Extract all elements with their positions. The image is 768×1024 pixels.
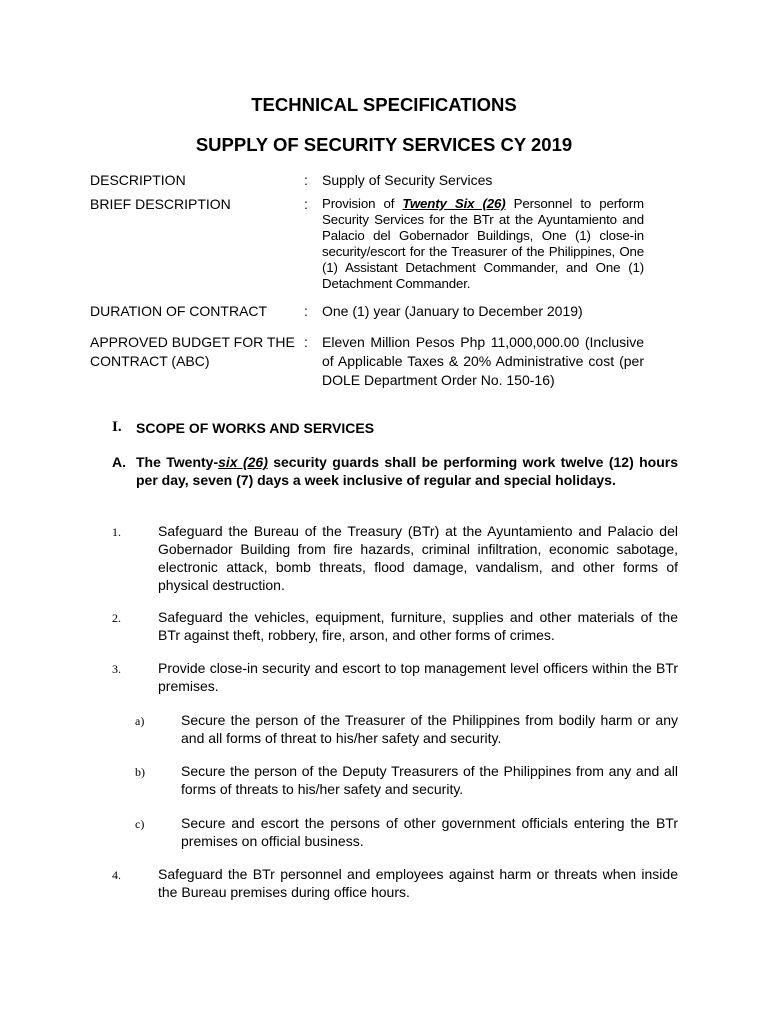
list-item-number: 4. (112, 868, 121, 882)
duration-colon: : (304, 303, 308, 319)
brief-description-prefix: Provision of (322, 196, 403, 211)
description-colon: : (304, 172, 308, 188)
section-number: I. (112, 419, 122, 435)
subsection-prefix: The Twenty- (136, 454, 219, 470)
document-title: TECHNICAL SPECIFICATIONS (251, 94, 517, 115)
brief-description-label: BRIEF DESCRIPTION (90, 196, 231, 212)
sub-list-item-letter: b) (135, 765, 145, 779)
subsection-suffix: security guards shall be performing work twelve (12) hours per day, seven (7) days a week inclusive of regular and special holidays. (136, 454, 678, 488)
subsection-text (136, 453, 678, 489)
duration-value: One (1) year (January to December 2019) (322, 303, 583, 319)
sub-list-item-text: Secure the person of the Deputy Treasurers of the Philippines from any and all forms of threats to his/her safety and security. (181, 763, 678, 797)
sub-list-item-letter: a) (135, 714, 145, 728)
section-title: SCOPE OF WORKS AND SERVICES (136, 420, 375, 436)
sub-list-item-text: Secure and escort the persons of other government officials entering the BTr premises on official business. (181, 815, 678, 849)
description-value: Supply of Security Services (322, 172, 493, 188)
brief-description-value (322, 196, 644, 292)
sub-list-item-text: Secure the person of the Treasurer of the Philippines from bodily harm or any and all forms of threat to his/her safety and security. (181, 712, 678, 746)
list-item-text: Provide close-in security and escort to top management level officers within the BTr premises. (158, 660, 678, 694)
list-item-number: 2. (112, 611, 121, 625)
document-subtitle: SUPPLY OF SECURITY SERVICES CY 2019 (195, 134, 573, 155)
list-item-text: Safeguard the vehicles, equipment, furniture, supplies and other materials of the BTr against theft, robbery, fire, arson, and other forms of crimes. (158, 609, 678, 643)
brief-description-colon: : (304, 196, 308, 212)
budget-value: Eleven Million Pesos Php 11,000,000.00 (Inclusive of Applicable Taxes & 20% Administrative cost (per DOLE Department Order No. 150-16) (322, 334, 644, 388)
duration-label: DURATION OF CONTRACT (90, 303, 268, 319)
guard-count-emphasis: six (26) (218, 454, 268, 470)
brief-description-suffix: Personnel to perform Security Services for the BTr at the Ayuntamiento and Palacio del Gobernador Buildings, One (1) close-in security/escort for the Treasurer of the Philippines, One (1) Assistant Detachment Commander, and One (1) Detachment Commander. (322, 196, 644, 291)
subsection-letter: A. (112, 454, 126, 470)
list-item-number: 3. (112, 662, 121, 676)
sub-list-item-letter: c) (135, 817, 145, 831)
personnel-count-emphasis: Twenty Six (26) (402, 196, 506, 211)
budget-colon: : (304, 334, 308, 350)
budget-label: APPROVED BUDGET FOR THE CONTRACT (ABC) (90, 334, 295, 369)
list-item-number: 1. (112, 525, 121, 539)
list-item-text: Safeguard the BTr personnel and employees against harm or threats when inside the Bureau premises during office hours. (158, 866, 678, 900)
description-label: DESCRIPTION (90, 172, 186, 188)
list-item-text: Safeguard the Bureau of the Treasury (BTr) at the Ayuntamiento and Palacio del Gobernador Building from fire hazards, criminal infiltration, economic sabotage, electronic attack, bomb threats, flood damage, vandalism, and other forms of physical destruction. (158, 523, 678, 593)
